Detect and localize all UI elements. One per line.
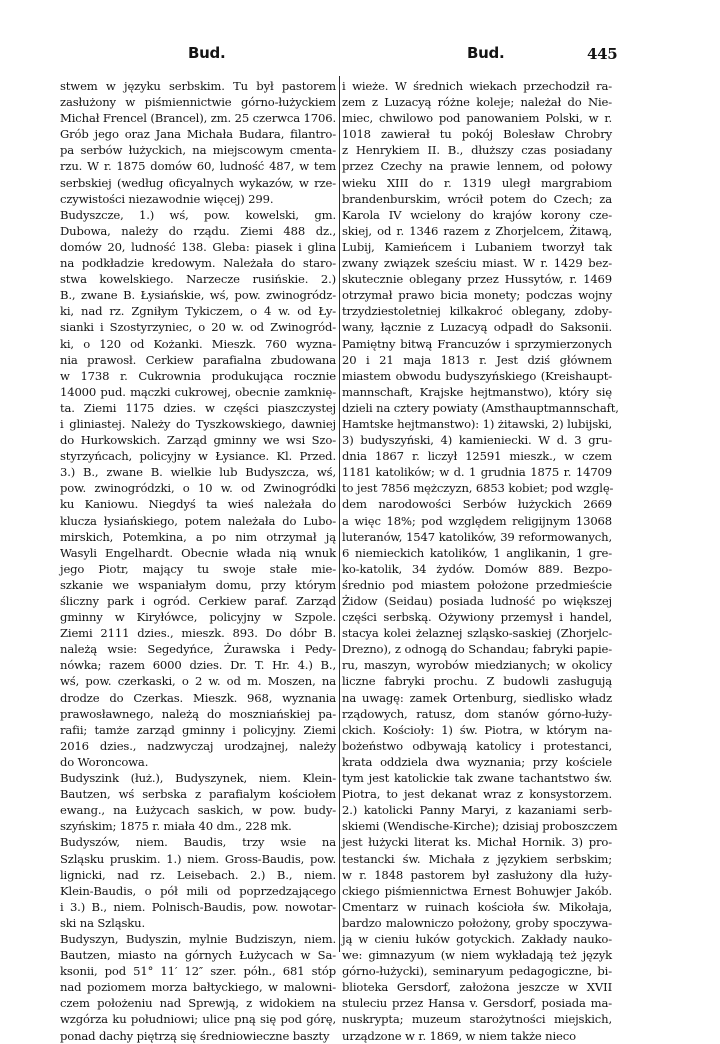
text-line: Dubowa, należy do rządu. Ziemi 488 dz., — [60, 223, 336, 238]
text-line: rzu. W r. 1875 domów 60, ludność 487, w tem — [60, 159, 336, 174]
text-line: Budyszink (łuż.), Budyszynek, niem. Klein- — [60, 771, 336, 786]
text-line: Karola IV wcielony do krajów korony cze- — [342, 207, 612, 222]
text-line: wieku XIII do r. 1319 uległ margrabiom — [342, 175, 612, 190]
text-line: Żidow (Seidau) posiada ludność po większej — [342, 594, 612, 608]
text-line: Szląsku pruskim. 1.) niem. Gross-Baudis, pow. — [60, 851, 336, 866]
text-line: Pamiętny bitwą Francuzów i sprzymierzonych — [342, 336, 612, 351]
text-line: na uwagę: zamek Ortenburg, siedlisko władz — [342, 690, 612, 705]
text-line: stwa kowelskiego. Narzecze rusińskie. 2.) — [60, 272, 336, 287]
text-line: do Hurkowskich. Zarząd gminny we wsi Szo- — [60, 433, 336, 448]
text-line: klucza łysiańskiego, potem należała do Lubo- — [60, 513, 336, 528]
text-line: Michał Frencel (Brancel), zm. 25 czerwca 1706. — [60, 111, 336, 126]
text-line: 2.) katolicki Panny Maryi, z kazaniami serb- — [342, 803, 612, 818]
text-line: średnio pod miastem położone przedmieście — [342, 577, 612, 592]
text-line: z Henrykiem II. B., dłuższy czas posiadany — [342, 143, 612, 158]
text-line: ta. Ziemi 1175 dzies. w części piaszczystej — [60, 400, 336, 415]
text-line: nuskrypta; muzeum starożytności miejskich, — [342, 1012, 612, 1027]
text-line: liczne fabryki prochu. Z budowli zasługują — [342, 674, 612, 689]
text-line: Ziemi 2111 dzies., mieszk. 893. Do dóbr B. — [60, 626, 336, 641]
left-text-column — [60, 78, 336, 1044]
text-line: Lubij, Kamieńcem i Lubaniem tworzył tak — [342, 239, 612, 254]
text-line: stacya kolei żelaznej szląsko-saskiej (Zhorjelc- — [342, 626, 612, 641]
text-line: to jest 7856 mężczyzn, 6853 kobiet; pod wzglę- — [342, 481, 614, 496]
running-head-right: Bud. — [467, 44, 505, 62]
text-line: Budyszyn, Budyszin, mylnie Budziszyn, niem. — [60, 931, 336, 946]
text-line: na podkładzie kredowym. Należała do staro- — [60, 256, 336, 271]
text-line: 14000 pud. mączki cukrowej, obecnie zamknię- — [60, 384, 336, 399]
text-line: nia prawosł. Cerkiew parafialna zbudowana — [60, 352, 336, 367]
text-line: ru, maszyn, wyrobów miedzianych; w okolicy — [342, 658, 612, 673]
text-line: wś, pow. czerkaski, o 2 w. od m. Moszen, na — [60, 674, 336, 689]
text-line: wany, łącznie z Luzacyą odpadł do Saksonii. — [342, 320, 612, 335]
text-line: w 1738 r. Cukrownia produkująca rocznie — [60, 368, 336, 383]
text-line: przez Czechy na prawie lennem, od połowy — [342, 159, 612, 174]
text-line: bożeństwo odbywają katolicy i protestanci, — [342, 738, 612, 753]
text-line: Bautzen, miasto na górnych Łużycach w Sa- — [60, 948, 336, 963]
text-line: trzydziestoletniej kilkakroć oblegany, zdoby- — [342, 304, 612, 319]
text-line: rafii; tamże zarząd gminny i policyjny. Ziemi — [60, 722, 336, 737]
text-line: dem narodowości Serbów łużyckich 2669 — [342, 497, 612, 512]
text-line: górno-łużycki), seminaryum pedagogiczne, bi- — [342, 964, 612, 979]
text-line: ckiego piśmiennictwa Ernest Bohuwjer Jakób. — [342, 883, 612, 898]
text-line: Klein-Baudis, o pół mili od poprzedzającego — [60, 883, 336, 898]
text-line: dzieli na cztery powiaty (Amsthauptmannschaft, — [342, 400, 619, 415]
text-line: czywistości niezawodnie więcej) 299. — [60, 191, 274, 206]
text-line: czem położeniu nad Sprewją, z widokiem na — [60, 996, 336, 1011]
text-line: ko-katolik, 34 żydów. Domów 889. Bezpo- — [342, 561, 612, 576]
text-line: blioteka Gersdorf, założona jeszcze w XVII — [342, 980, 612, 995]
text-line: ki, o 120 od Kożanki. Mieszk. 760 wyzna- — [60, 336, 336, 351]
text-line: otrzymał prawo bicia monety; podczas wojny — [342, 288, 612, 303]
text-line: jest łużycki literat ks. Michał Hornik. 3) pro- — [342, 835, 612, 850]
column-divider — [339, 76, 340, 952]
text-line: części serbską. Ożywiony przemysł i handel, — [342, 610, 612, 625]
text-line: i gliniastej. Należy do Tyszkowskiego, dawniej — [60, 416, 336, 431]
text-line: ksonii, pod 51° 11′ 12″ szer. półn., 681 stóp — [60, 964, 336, 979]
text-line: luteranów, 1547 katolików, 39 reformowanych, — [342, 529, 612, 544]
text-line: mannschaft, Krajske hejtmanstwo), który się — [342, 384, 612, 399]
text-line: skutecznie oblegany przez Hussytów, r. 1469 — [342, 272, 612, 287]
text-line: śliczny park i ogród. Cerkiew paraf. Zarząd — [60, 594, 336, 608]
text-line: Cmentarz w ruinach kościoła św. Mikołaja, — [342, 899, 612, 914]
text-line: zasłużony w piśmiennictwie górno-łużyckiem — [60, 95, 336, 110]
running-head-left: Bud. — [188, 44, 226, 62]
text-line: szyńskim; 1875 r. miała 40 dm., 228 mk. — [60, 819, 292, 834]
text-line: i 3.) B., niem. Polnisch-Baudis, pow. nowotar- — [60, 899, 336, 914]
text-line: pa serbów łużyckich, na miejscowym cmenta- — [60, 143, 336, 158]
text-line: miec, chwilowo pod panowaniem Polski, w r. — [342, 111, 612, 126]
text-line: Hamtske hejtmanstwo): 1) żitawski, 2) lubijski, — [342, 416, 612, 431]
text-line: ski na Szląsku. — [60, 915, 145, 930]
text-line: brandenburskim, wrócił potem do Czech; za — [342, 191, 612, 206]
text-line: ckich. Kościoły: 1) św. Piotra, w którym na- — [342, 722, 612, 737]
text-line: ponad dachy piętrzą się średniowieczne baszty — [60, 1028, 330, 1043]
text-line: prawosławnego, należą do moszniańskiej pa- — [60, 706, 336, 721]
text-line: a więc 18%; pod względem religijnym 13068 — [342, 513, 612, 528]
text-line: w r. 1848 pastorem był zasłużony dla łuży- — [342, 867, 612, 882]
text-line: 1181 katolików; w d. 1 grudnia 1875 r. 14709 — [342, 465, 612, 480]
text-line: 20 i 21 maja 1813 r. Jest dziś głównem — [342, 352, 612, 367]
text-line: nad poziomem morza bałtyckiego, w malowni- — [60, 980, 336, 995]
text-line: zem z Luzacyą różne koleje; należał do Nie- — [342, 95, 612, 110]
text-line: krata oddziela dwa wyznania; przy kościele — [342, 754, 612, 769]
text-line: Wasyli Engelhardt. Obecnie włada nią wnuk — [60, 545, 336, 560]
text-line: 6 niemieckich katolików, 1 anglikanin, 1 gre- — [342, 545, 612, 560]
text-line: 3) budyszyński, 4) kamieniecki. W d. 3 gru- — [342, 433, 612, 448]
text-line: Drezno), z odnogą do Schandau; fabryki papie- — [342, 642, 612, 657]
text-line: testancki św. Michała z językiem serbskim; — [342, 851, 612, 866]
right-text-column — [342, 78, 619, 1044]
text-line: Piotra, to jest dekanat wraz z konsystorzem. — [342, 787, 612, 802]
text-line: tym jest katolickie tak zwane tachantstwo św. — [342, 771, 612, 786]
text-line: Bautzen, wś serbska z parafialym kościołem — [60, 787, 336, 802]
text-line: B., zwane B. Łysiańskie, wś, pow. zwinogródz- — [60, 288, 336, 303]
text-line: należą wsie: Segedyńce, Żurawska i Pedy- — [60, 642, 336, 657]
text-line: ki, nad rz. Zgniłym Tykiczem, o 4 w. od Ły- — [60, 304, 336, 319]
text-line: 3.) B., zwane B. wielkie lub Budyszcza, wś, — [60, 465, 336, 480]
page-number: 445 — [587, 45, 618, 63]
text-line: wzgórza ku południowi; ulice pną się pod górę, — [60, 1012, 336, 1027]
text-line: szkanie we wspaniałym domu, przy którym — [60, 577, 336, 592]
text-line: 2016 dzies., nadzwyczaj urodzajnej, należy — [60, 738, 336, 753]
text-line: lignicki, nad rz. Leisebach. 2.) B., niem. — [60, 867, 336, 882]
text-line: rządowych, ratusz, dom stanów górno-łuży- — [342, 706, 612, 721]
text-line: pow. zwinogródzki, o 10 w. od Zwinogródki — [60, 481, 336, 496]
text-line: miastem obwodu budyszyńskiego (Kreishaupt- — [342, 368, 612, 383]
text-line: styrzyńcach, policyjny w Łysiance. Kl. Przed. — [60, 449, 336, 464]
text-line: dnia 1867 r. liczył 12591 mieszk., w czem — [342, 449, 612, 464]
text-line: ku Kaniowu. Niegdyś ta wieś należała do — [60, 497, 336, 512]
text-line: zwany związek sześciu miast. W r. 1429 bez- — [342, 256, 612, 271]
text-line: Budyszów, niem. Baudis, trzy wsie na — [60, 835, 336, 850]
text-line: skiemi (Wendische-Kirche); dzisiaj proboszczem — [342, 819, 618, 834]
text-line: domów 20, ludność 138. Gleba: piasek i glina — [60, 239, 336, 254]
text-line: Budyszcze, 1.) wś, pow. kowelski, gm. — [60, 207, 336, 222]
text-line: do Woroncowa. — [60, 754, 149, 769]
text-line: gminny w Kiryłówce, policyjny w Szpole. — [60, 610, 336, 625]
text-line: stwem w języku serbskim. Tu był pastorem — [60, 79, 336, 93]
text-line: urządzone w r. 1869, w niem także nieco — [342, 1028, 576, 1043]
text-line: serbskiej (według oficyalnych wykazów, w rze- — [60, 175, 336, 190]
text-line: 1018 zawierał tu pokój Bolesław Chrobry — [342, 127, 612, 142]
text-line: bardzo malowniczo położony, groby spoczywa- — [342, 915, 612, 930]
text-line: ewang., na Łużycach saskich, w pow. budy- — [60, 803, 336, 818]
text-line: drodze do Czerkas. Mieszk. 968, wyznania — [60, 690, 336, 705]
text-line: we: gimnazyum (w niem wykładają też język — [342, 948, 612, 963]
text-line: nówka; razem 6000 dzies. Dr. T. Hr. 4.) B., — [60, 658, 336, 673]
text-line: Grób jego oraz Jana Michała Budara, filantro- — [60, 127, 336, 142]
text-line: mirskich, Potemkina, a po nim otrzymał ją — [60, 529, 336, 544]
text-line: sianki i Szostyrzyniec, o 20 w. od Zwinogród- — [60, 320, 336, 335]
text-line: skiej, od r. 1346 razem z Zhorjelcem, Żitawą, — [342, 223, 612, 238]
text-line: stuleciu przez Hansa v. Gersdorf, posiada ma- — [342, 996, 612, 1011]
text-line: i wieże. W średnich wiekach przechodził ra- — [342, 79, 612, 93]
text-line: jego Piotr, mający tu swoje stałe mie- — [60, 561, 336, 576]
text-line: ją w cieniu łuków gotyckich. Zakłady nauko- — [342, 931, 612, 946]
